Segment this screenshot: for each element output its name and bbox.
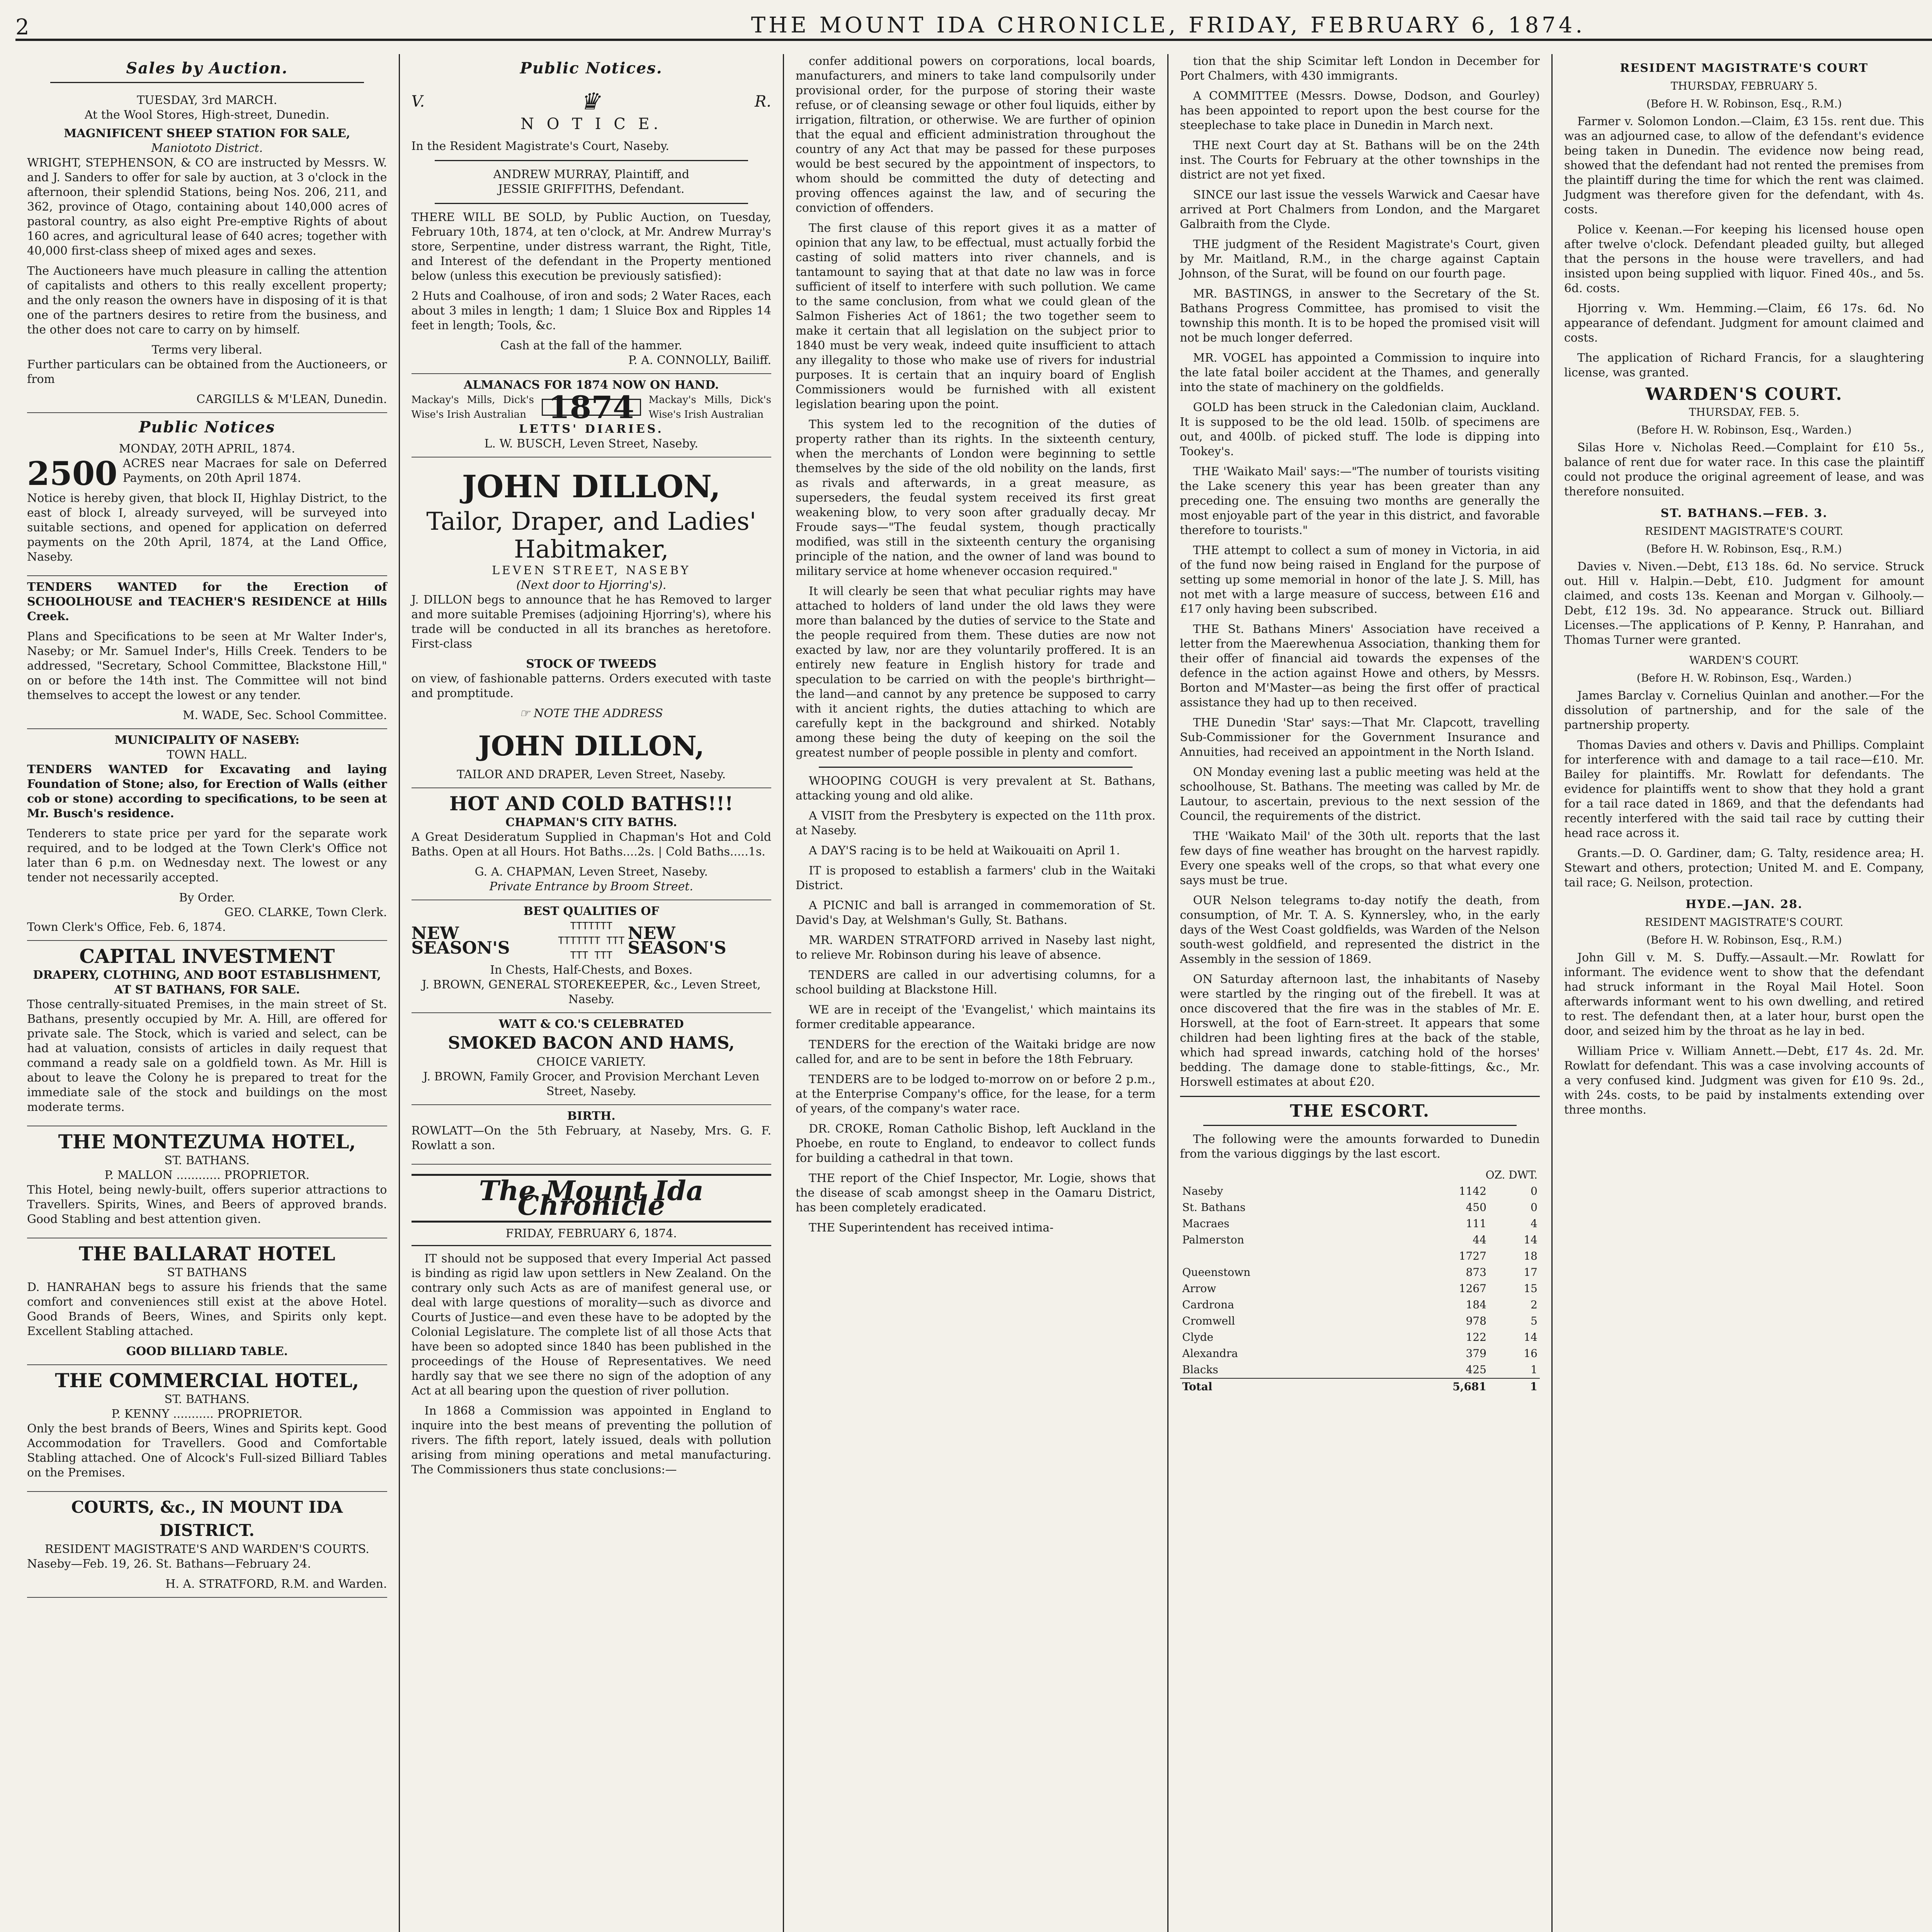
escort-table bbox=[1180, 1167, 1540, 1395]
escort-dwt: 0 bbox=[1531, 1201, 1537, 1214]
editorial-paragraph-4: The first clause of this report gives it as a matter of opinion that any law, to be effectual, must actually forbid the casting of solid matters into river channels, and is tantamount to saying that at that date no law was in force sufficient of itself to interfere with such pollution. We came to the same conclusion, from what we could glean of the Salmon Fisheries Act of 1861; the two together seem to make it certain that all legislation on the subject prior to 1840 must be very weak, indeed quite insufficient to attach any illegality to those who make use of rivers for industrial purposes. It is certain that an inquiry board of English Commissioners would be furnished with all existent legislation bearing upon the point. bbox=[796, 221, 1156, 411]
teas-block: TTTTTTT TTTTTTT TTT TTT TTT bbox=[558, 920, 625, 961]
escort-oz: 111 bbox=[1466, 1217, 1486, 1230]
escort-dwt: 15 bbox=[1524, 1282, 1537, 1295]
court-report: The application of Richard Francis, for a slaughtering license, was granted. bbox=[1564, 351, 1924, 379]
ballarat-hotel: THE BALLARAT HOTEL bbox=[78, 1242, 335, 1265]
escort-row bbox=[1180, 1329, 1540, 1345]
notice-date: MONDAY, 20TH APRIL, 1874. bbox=[119, 442, 295, 456]
acres-text: ACRES near Macraes for sale on Deferred Payments, on 20th April 1874. bbox=[122, 457, 387, 485]
court-report: Grants.—D. O. Gardiner, dam; G. Talty, residence area; H. Stewart and others, protection; United M. and E. Company, tail race; G. Neilson, protection. bbox=[1564, 847, 1924, 889]
new-season-right: NEW SEASON'S bbox=[628, 923, 726, 958]
escort-oz: 450 bbox=[1466, 1201, 1486, 1214]
escort-row bbox=[1180, 1199, 1540, 1216]
chapman-address: G. A. CHAPMAN, Leven Street, Naseby. bbox=[474, 865, 708, 879]
news-item: THE report of the Chief Inspector, Mr. Logie, shows that the disease of scab amongst sheep in the Oamaru District, has been completely eradicated. bbox=[796, 1172, 1156, 1214]
baths-place: CHAPMAN'S CITY BATHS. bbox=[505, 816, 677, 829]
drapery-ad bbox=[27, 941, 387, 1126]
tenders-hall-body: Tenderers to state price per yard for the separate work required, and to be lodged at the Town Clerk's Office not later than 6 p.m. on Wednesday next. The lowest or any tender not necessarily accepted. bbox=[27, 827, 387, 884]
commercial-proprietor: P. KENNY ........... PROPRIETOR. bbox=[111, 1407, 303, 1421]
court-report: Davies v. Niven.—Debt, £13 18s. 6d. No service. Struck out. Hill v. Halpin.—Debt, £10. Judgment for amount claimed, and costs 13s. Keenan and Morgan v. Gilhooly.—Debt, £12 19s. 3d. No appearance. Struck out. Billiard Licenses.—The applications of P. Kenny, P. Hanrahan, and Thomas Turner were granted. bbox=[1564, 560, 1924, 647]
escort-oz: 379 bbox=[1466, 1347, 1486, 1360]
tenders-school-signature: M. WADE, Sec. School Committee. bbox=[182, 709, 387, 722]
ballarat-place: ST BATHANS bbox=[167, 1266, 247, 1279]
escort-dwt: 5 bbox=[1531, 1315, 1537, 1327]
news-item: THE Superintendent has received intima- bbox=[809, 1221, 1054, 1235]
baths-heading: HOT AND COLD BATHS!!! bbox=[449, 792, 733, 815]
bacon-ad bbox=[412, 1013, 772, 1105]
rm-court-before: (Before H. W. Robinson, Esq., R.M.) bbox=[1646, 97, 1842, 110]
parties-defendant: JESSIE GRIFFITHS, Defendant. bbox=[498, 182, 685, 196]
escort-row bbox=[1180, 1297, 1540, 1313]
crown-icon: ♛ bbox=[579, 88, 600, 115]
court-report: Police v. Keenan.—For keeping his licensed house open after twelve o'clock. Defendant pleaded guilty, but alleged that the persons in the house were travellers, and had insisted upon being supplied with liquor. Fined 40s., and 5s. 6d. costs. bbox=[1564, 223, 1924, 295]
note-address: ☞ NOTE THE ADDRESS bbox=[519, 707, 663, 720]
smoked-heading: SMOKED BACON AND HAMS, bbox=[448, 1033, 735, 1053]
commercial-ad bbox=[27, 1365, 387, 1492]
escort-place: Cromwell bbox=[1182, 1315, 1235, 1327]
masthead bbox=[15, 12, 1932, 41]
escort-oz: 1142 bbox=[1459, 1185, 1486, 1197]
dillon-body: J. DILLON begs to announce that he has Removed to larger and more suitable Premises (adjoining Hjorring's), where his trade will be conducted in all its branches as heretofore. First-class bbox=[411, 593, 771, 651]
baths-body: A Great Desideratum Supplied in Chapman's Hot and Cold Baths. Open at all Hours. Hot Baths....2s. | Cold Baths.....1s. bbox=[411, 830, 771, 859]
town-hall-heading: TOWN HALL. bbox=[167, 748, 247, 762]
escort-oz: 978 bbox=[1466, 1315, 1486, 1327]
editorial-paragraph-2: In 1868 a Commission was appointed in England to inquire into the best means of preventing the pollution of rivers. The fifth report, lately issued, deals with pollution arising from mining operations and metal manufacturing. The Commissioners thus state conclusions:— bbox=[411, 1404, 771, 1476]
page-number: 2 bbox=[15, 15, 29, 40]
news-item: tion that the ship Scimitar left London in December for Port Chalmers, with 430 immigrants. bbox=[1180, 54, 1540, 83]
acres-figure: 2500 bbox=[27, 454, 117, 493]
column-5 bbox=[1553, 54, 1932, 1932]
tweeds-heading: STOCK OF TWEEDS bbox=[526, 657, 657, 671]
escort-dwt: 14 bbox=[1524, 1233, 1537, 1246]
court-report: Thomas Davies and others v. Davis and Phillips. Complaint for interference with and damage to a tail race—£10. Mr. Bailey for plaintiffs. Mr. Rowlatt for defendants. The evidence for plaintiffs went to show that they hold a grant for a tail race dated in 1869, and that the defendants had recently interfered with the said tail race by cutting their head race across it. bbox=[1564, 738, 1924, 840]
teas-ad bbox=[412, 900, 772, 1013]
courts-sub: RESIDENT MAGISTRATE'S AND WARDEN'S COURTS. bbox=[44, 1543, 369, 1556]
almanac-ad bbox=[412, 374, 772, 457]
busch-address: L. W. BUSCH, Leven Street, Naseby. bbox=[484, 437, 699, 451]
montezuma-ad bbox=[27, 1126, 387, 1238]
choice-variety: CHOICE VARIETY. bbox=[536, 1055, 646, 1069]
commercial-place: ST. BATHANS. bbox=[164, 1393, 250, 1406]
courts-ad bbox=[27, 1492, 387, 1598]
sale-agent: CARGILLS & M'LEAN, Dunedin. bbox=[196, 393, 387, 406]
baths-ad bbox=[412, 788, 772, 900]
tenders-school-body: Plans and Specifications to be seen at Mr Walter Inder's, Naseby; or Mr. Samuel Inder's, Hills Creek. Tenders to be addressed, "Secretary, School Committee, Blackstone Hill," on or before the 14th inst. The Committee will not bind themselves to accept the lowest or any tender. bbox=[27, 630, 387, 702]
paper-date: FRIDAY, FEBRUARY 6, 1874. bbox=[412, 1226, 772, 1246]
st-bathans-wc: WARDEN'S COURT. bbox=[1689, 654, 1799, 667]
sale-place: At the Wool Stores, High-street, Dunedin. bbox=[84, 108, 330, 122]
court-report: Farmer v. Solomon London.—Claim, £3 15s. rent due. This was an adjourned case, to allow of the defendant's evidence being taken in Dunedin. The evidence now being read, showed that the defendant had not rented the premises from the plaintiff during the time for which the rent was claimed. Judgment was therefore given for the defendant, with 4s. costs. bbox=[1564, 115, 1924, 216]
ballarat-body: D. HANRAHAN begs to assure his friends that the same comfort and conveniences still exist at the above Hotel. Good Brands of Beers, Wines, and Spirits only kept. Excellent Stabling attached. bbox=[27, 1281, 387, 1338]
courts-dates: Naseby—Feb. 19, 26. St. Bathans—February 24. bbox=[27, 1557, 311, 1571]
escort-dwt: 14 bbox=[1524, 1331, 1537, 1344]
sale-closing: The Auctioneers have much pleasure in calling the attention of capitalists and others to this really excellent property; and the only reason the owners have in disposing of it is that one of the partners desires to retire from the business, and the other does not care to carry on by himself. bbox=[27, 264, 387, 337]
qualities-heading: BEST QUALITIES OF bbox=[523, 905, 659, 918]
montezuma-proprietor: P. MALLON ............ PROPRIETOR. bbox=[104, 1168, 310, 1182]
private-entrance: Private Entrance by Broom Street. bbox=[489, 880, 693, 893]
news-item: THE St. Bathans Miners' Association have received a letter from the Maerewhenua Association, thanking them for their offer of financial aid towards the expenses of the defence in the action against Howe and others, by Messrs. Borton and M'Master—as being the first offer of practical assistance they had up to then received. bbox=[1180, 622, 1540, 709]
almanacs-heading: ALMANACS FOR 1874 NOW ON HAND. bbox=[464, 378, 719, 392]
court-report: John Gill v. M. S. Duffy.—Assault.—Mr. Rowlatt for informant. The evidence went to show that the defendant had struck informant in the Royal Mail Hotel. Soon afterwards informant went to his own dwelling, and retired to rest. The defendant then, at a later hour, burst open the door, and seized him by the throat as he lay in bed. bbox=[1564, 951, 1924, 1038]
sale-further: Further particulars can be obtained from the Auctioneers, or from bbox=[27, 358, 387, 386]
st-bathans-wc-before: (Before H. W. Robinson, Esq., Warden.) bbox=[1636, 672, 1852, 684]
news-item: MR. WARDEN STRATFORD arrived in Naseby last night, to relieve Mr. Robinson during his leave of absence. bbox=[796, 934, 1156, 962]
municipality-heading: MUNICIPALITY OF NASEBY: bbox=[114, 733, 299, 747]
bailiff-sale-items: 2 Huts and Coalhouse, of iron and sods; 2 Water Races, each about 3 miles in length; 1 dam; 1 Sluice Box and Ripples 14 feet in length; Tools, &c. bbox=[411, 289, 771, 332]
tenders-school: TENDERS WANTED for the Erection of SCHOOLHOUSE and TEACHER'S RESIDENCE at Hills Creek. bbox=[27, 580, 387, 623]
escort-row bbox=[1180, 1264, 1540, 1281]
brown-address-2: J. BROWN, Family Grocer, and Provision Merchant Leven Street, Naseby. bbox=[423, 1070, 760, 1098]
bailiff-sale-body: THERE WILL BE SOLD, by Public Auction, on Tuesday, February 10th, 1874, at ten o'clock, at Mr. Andrew Murray's store, Serpentine, under distress warrant, the Right, Title, and Interest of the defendant in the Property mentioned below (unless this execution be previously satisfied): bbox=[411, 211, 771, 283]
escort-total-label: Total bbox=[1180, 1378, 1382, 1395]
escort-place: Alexandra bbox=[1182, 1347, 1238, 1360]
tweeds-body: on view, of fashionable patterns. Orders executed with taste and promptitude. bbox=[411, 672, 771, 700]
almanac-left: Mackay's Mills, Dick's Wise's Irish Australian bbox=[411, 394, 534, 420]
news-item: OUR Nelson telegrams to-day notify the death, from consumption, of Mr. T. A. S. Kynnersley, who, in the early days of the West Coast goldfields, was Warden of the Nelson south-west goldfield, and represented the district in the Assembly in the session of 1869. bbox=[1180, 894, 1540, 966]
cash-terms: Cash at the fall of the hammer. bbox=[500, 339, 682, 352]
escort-dwt: 2 bbox=[1531, 1298, 1537, 1311]
news-item: A DAY'S racing is to be held at Waikouaiti on April 1. bbox=[809, 844, 1120, 857]
montezuma-place: ST. BATHANS. bbox=[164, 1154, 250, 1167]
drapery-heading: DRAPERY, CLOTHING, AND BOOT ESTABLISHMENT, AT ST BATHANS, FOR SALE. bbox=[33, 968, 381, 997]
escort-place: Palmerston bbox=[1182, 1233, 1244, 1246]
escort-row bbox=[1180, 1345, 1540, 1362]
watt-heading: WATT & CO.'S CELEBRATED bbox=[498, 1017, 684, 1031]
editorial-paragraph-5: This system led to the recognition of the duties of property rather than its rights. In the sixteenth century, when the merchants of London were beginning to settle themselves by the side of the old nobility on the lands, first as rivals and afterwards, in a great measure, as superseders, the feudal system received its first great weakening blow, to very soon after gradually decay. Mr Froude says—"The feudal system, though practically modified, was still in the sixteenth century the organising principle of the nation, and the owner of land was bound to military service at home whenever occasion required." bbox=[796, 418, 1156, 578]
dillon-street: LEVEN STREET, NASEBY bbox=[492, 564, 691, 577]
news-item: MR. BASTINGS, in answer to the Secretary of the St. Bathans Progress Committee, has promised to visit the township this month. It is to be hoped the promised visit will not be much longer deferred. bbox=[1180, 287, 1540, 345]
escort-row bbox=[1180, 1248, 1540, 1264]
st-bathans-heading: ST. BATHANS.—FEB. 3. bbox=[1660, 507, 1828, 520]
news-item: A PICNIC and ball is arranged in commemoration of St. David's Day, at Welshman's Gully, St. Bathans. bbox=[796, 899, 1156, 927]
brown-address: J. BROWN, GENERAL STOREKEEPER, &c., Leven Street, Naseby. bbox=[422, 978, 761, 1006]
sale-district: Maniototo District. bbox=[151, 141, 263, 155]
ballarat-ad bbox=[27, 1238, 387, 1365]
section-public-heading: Public Notices bbox=[139, 418, 276, 436]
drapery-body: Those centrally-situated Premises, in the main street of St. Bathans, presently occupied by Mr. A. Hill, are offered for private sale. The Stock, which is varied and select, can be had at valuation, consists of articles in daily request that command a ready sale on a goldfield town. As Mr. Hill is about to leave the Colony he is prepared to treat for the immediate sale of the stock and buildings on the most moderate terms. bbox=[27, 998, 387, 1114]
escort-place: St. Bathans bbox=[1182, 1201, 1246, 1214]
birth-heading: BIRTH. bbox=[567, 1109, 616, 1123]
section-public-heading-2: Public Notices. bbox=[520, 59, 663, 77]
editorial-paragraph-6: It will clearly be seen that what peculiar rights may have attached to holders of land under the old laws they were more than balanced by the duties of service to the State and the people required from them. These duties are now not exacted by law, nor are they voluntarily proffered. It is an entirely new feature in English history for trade and speculation to be carried on with the people's birthright—the land—and cannot by any pretence be supposed to carry with it ancient rights, the duties attaching to which are carefully kept in the background and shirked. Notably among these being the duty of keeping on the soil the greatest number of people possible in plenty and comfort. bbox=[796, 585, 1156, 760]
st-bathans-before: (Before H. W. Robinson, Esq., R.M.) bbox=[1646, 543, 1842, 555]
hyde-heading: HYDE.—JAN. 28. bbox=[1685, 898, 1803, 911]
st-bathans-rm: RESIDENT MAGISTRATE'S COURT. bbox=[1645, 525, 1844, 537]
dillon-name-2: JOHN DILLON, bbox=[478, 730, 704, 762]
escort-place: Naseby bbox=[1182, 1185, 1223, 1197]
escort-row bbox=[1180, 1216, 1540, 1232]
column-3 bbox=[784, 54, 1168, 1932]
escort-dwt: 0 bbox=[1531, 1185, 1537, 1197]
courts-signature: H. A. STRATFORD, R.M. and Warden. bbox=[165, 1577, 387, 1591]
news-item: THE judgment of the Resident Magistrate's Court, given by Mr. Maitland, R.M., in the charge against Captain Johnson, of the Surat, will be found on our fourth page. bbox=[1180, 238, 1540, 281]
escort-total-row bbox=[1180, 1378, 1540, 1395]
escort-dwt: 4 bbox=[1531, 1217, 1537, 1230]
dillon-sub-2: TAILOR AND DRAPER, Leven Street, Naseby. bbox=[457, 768, 726, 781]
pointing-hand-icon: ☞ bbox=[519, 707, 530, 720]
escort-row bbox=[1180, 1313, 1540, 1329]
letts-diaries: LETTS' DIARIES. bbox=[519, 422, 664, 436]
almanac-year: 1874 bbox=[542, 399, 641, 416]
news-item: THE Dunedin 'Star' says:—That Mr. Clapcott, travelling Sub-Commissioner for the Government Insurance and Annuities, had received an appointment in the North Island. bbox=[1180, 716, 1540, 759]
news-item: TENDERS for the erection of the Waitaki bridge are now called for, and are to be sent in before the 18th February. bbox=[796, 1038, 1156, 1066]
escort-place: Cardrona bbox=[1182, 1298, 1234, 1311]
commercial-body: Only the best brands of Beers, Wines and Spirits kept. Good Accommodation for Travellers. Good and Comfortable Stabling attached. One of Alcock's Full-sized Billiard Tables on the Premises. bbox=[27, 1422, 387, 1480]
paper-title: The Mount Ida Chronicle bbox=[412, 1174, 772, 1223]
hall-tender-ad bbox=[27, 729, 387, 941]
news-item: ON Monday evening last a public meeting was held at the schoolhouse, St. Bathans. The meeting was called by Mr. de Lautour, to ascertain, previous to the next session of the Council, the requirements of the district. bbox=[1180, 765, 1540, 823]
dillon-next-door: (Next door to Hjorring's). bbox=[516, 578, 667, 592]
escort-place bbox=[1180, 1248, 1382, 1264]
commercial-hotel: THE COMMERCIAL HOTEL, bbox=[55, 1369, 359, 1392]
editorial-paragraph-1: IT should not be supposed that every Imperial Act passed is binding as rigid law upon settlers in New Zealand. On the contrary only such Acts as are of manifest general use, or deal with large questions of morality—such as divorce and Courts of Justice—and even these have to be adopted by the Colonial Legislature. The complete list of all those Acts that have been so adopted since 1840 has been published in the proceedings of the House of Representatives. We need hardly say that we see there no sign of the adoption of any Act at all bearing upon the question of river pollution. bbox=[411, 1252, 771, 1398]
court-name: In the Resident Magistrate's Court, Naseby. bbox=[411, 139, 669, 153]
escort-oz: 873 bbox=[1466, 1266, 1486, 1279]
escort-oz: 425 bbox=[1466, 1363, 1486, 1376]
court-report: James Barclay v. Cornelius Quinlan and another.—For the dissolution of partnership, and for the sale of the partnership property. bbox=[1564, 689, 1924, 732]
acres-ad bbox=[27, 438, 387, 576]
escort-place: Macraes bbox=[1182, 1217, 1230, 1230]
news-item: A VISIT from the Presbytery is expected on the 11th prox. at Naseby. bbox=[796, 809, 1156, 837]
chests-line: In Chests, Half-Chests, and Boxes. bbox=[490, 963, 693, 977]
escort-place: Arrow bbox=[1182, 1282, 1216, 1295]
bailiff-name: P. A. CONNOLLY, Bailiff. bbox=[628, 354, 771, 367]
news-item: THE attempt to collect a sum of money in Victoria, in aid of the fund now being raised in England for the purpose of setting up some memorial in honor of the late J. S. Mill, has not met with a large measure of success, between £16 and £17 only having been subscribed. bbox=[1180, 544, 1540, 616]
escort-total-dwt: 1 bbox=[1489, 1378, 1540, 1395]
escort-row bbox=[1180, 1281, 1540, 1297]
news-item: DR. CROKE, Roman Catholic Bishop, left Auckland in the Phoebe, en route to England, to endeavor to collect funds for building a cathedral in that town. bbox=[796, 1122, 1156, 1165]
escort-oz: 1727 bbox=[1459, 1250, 1486, 1262]
escort-oz: 122 bbox=[1466, 1331, 1486, 1344]
notice-title: N O T I C E. bbox=[520, 115, 662, 133]
section-sales-heading: Sales by Auction. bbox=[126, 59, 288, 77]
school-tender-ad bbox=[27, 576, 387, 729]
news-item: SINCE our last issue the vessels Warwick and Caesar have arrived at Port Chalmers from London, and the Margaret Galbraith from the Clyde. bbox=[1180, 188, 1540, 231]
court-report: William Price v. William Annett.—Debt, £17 4s. 2d. Mr. Rowlatt for defendant. This was a case involving accounts of a very confused kind. Judgment was given for £10 9s. 2d., with 24s. costs, to be paid by instalments extending over three months. bbox=[1564, 1044, 1924, 1117]
wardens-court-date: THURSDAY, FEB. 5. bbox=[1689, 406, 1799, 418]
escort-place: Blacks bbox=[1182, 1363, 1218, 1376]
page-columns bbox=[15, 54, 1932, 1932]
news-item: WHOOPING COUGH is very prevalent at St. Bathans, attacking young and old alike. bbox=[796, 774, 1156, 803]
news-item: THE 'Waikato Mail' says:—"The number of tourists visiting the Lake scenery this year has been greater than any preceding one. The ensuing two months are generally the most enjoyable part of the year in this district, and favorable therefore to tourists." bbox=[1180, 465, 1540, 537]
escort-intro: The following were the amounts forwarded to Dunedin from the various diggings by the last escort. bbox=[1180, 1133, 1540, 1161]
news-item: A COMMITTEE (Messrs. Dowse, Dodson, and Gourley) has been appointed to report upon the best course for the steeplechase to take place in Dunedin in March next. bbox=[1180, 89, 1540, 132]
escort-dwt: 18 bbox=[1524, 1250, 1537, 1262]
news-item: MR. VOGEL has appointed a Commission to inquire into the late fatal boiler accident at the Thames, and generally into the state of machinery on the goldfields. bbox=[1180, 351, 1540, 394]
news-item: GOLD has been struck in the Caledonian claim, Auckland. It is supposed to be the old lead. 150lb. of specimens are out, and 400lb. of picked stuff. The lode is dipping into Tookey's. bbox=[1180, 401, 1540, 458]
escort-header: OZ. DWT. bbox=[1485, 1168, 1537, 1181]
rm-court-date: THURSDAY, FEBRUARY 5. bbox=[1670, 80, 1818, 92]
capital-investment: CAPITAL INVESTMENT bbox=[79, 945, 335, 968]
escort-row bbox=[1180, 1232, 1540, 1248]
dillon-trade: Tailor, Draper, and Ladies' Habitmaker, bbox=[426, 507, 757, 564]
column-1 bbox=[15, 54, 400, 1932]
rm-court-heading: RESIDENT MAGISTRATE'S COURT bbox=[1620, 61, 1869, 75]
escort-heading: THE ESCORT. bbox=[1290, 1101, 1430, 1121]
news-item: TENDERS are called in our advertising columns, for a school building at Blackstone Hill. bbox=[796, 968, 1156, 997]
escort-row bbox=[1180, 1183, 1540, 1199]
sale-terms: Terms very liberal. bbox=[151, 343, 262, 357]
new-season-left: NEW SEASON'S bbox=[411, 923, 510, 958]
hyde-before: (Before H. W. Robinson, Esq., R.M.) bbox=[1646, 934, 1842, 946]
royal-cipher-v: V. bbox=[411, 93, 425, 111]
royal-cipher-r: R. bbox=[755, 93, 771, 111]
running-head: THE MOUNT IDA CHRONICLE, FRIDAY, FEBRUARY 6, 1874. bbox=[751, 12, 1586, 38]
editorial-paragraph-3: confer additional powers on corporations, local boards, manufacturers, and miners to take land compulsorily under provisional order, for the purpose of storing their waste refuse, or of cleansing sewage or other foul liquids, either by irrigation, filtration, or otherwise. We are further of opinion that the equal and efficient administration throughout the country of any Act that may be passed for these purposes would be best secured by the appointment of inspectors, to whom should be committed the duty of detecting and proving offences against the law, and of securing the conviction of offenders. bbox=[796, 54, 1156, 215]
clerk-office: Town Clerk's Office, Feb. 6, 1874. bbox=[27, 920, 226, 934]
by-order: By Order. bbox=[179, 891, 235, 905]
escort-place: Clyde bbox=[1182, 1331, 1214, 1344]
bailiff-sale-ad bbox=[412, 79, 772, 374]
billiard-table: GOOD BILLIARD TABLE. bbox=[126, 1345, 288, 1358]
news-item: IT is proposed to establish a farmers' club in the Waitaki District. bbox=[796, 864, 1156, 892]
escort-oz: 44 bbox=[1473, 1233, 1486, 1246]
wardens-court-before: (Before H. W. Robinson, Esq., Warden.) bbox=[1636, 423, 1852, 436]
parties-plaintiff: ANDREW MURRAY, Plaintiff, and bbox=[493, 168, 689, 181]
escort-dwt: 16 bbox=[1524, 1347, 1537, 1360]
escort-oz: 1267 bbox=[1459, 1282, 1486, 1295]
town-clerk: GEO. CLARKE, Town Clerk. bbox=[224, 906, 387, 919]
news-item: WE are in receipt of the 'Evangelist,' which maintains its former creditable appearance. bbox=[796, 1003, 1156, 1031]
escort-dwt: 1 bbox=[1531, 1363, 1537, 1376]
court-report: Silas Hore v. Nicholas Reed.—Complaint for £10 5s., balance of rent due for water race. In this case the plaintiff could not produce the original agreement of lease, and was therefore nonsuited. bbox=[1564, 441, 1924, 498]
birth-notice bbox=[412, 1105, 772, 1165]
auction-ad bbox=[27, 89, 387, 413]
news-item: THE next Court day at St. Bathans will be on the 24th inst. The Courts for February at the other townships in the district are not yet fixed. bbox=[1180, 139, 1540, 182]
dillon-name: JOHN DILLON, bbox=[462, 468, 721, 505]
sale-title: MAGNIFICENT SHEEP STATION FOR SALE, bbox=[64, 127, 350, 140]
news-item: TENDERS are to be lodged to-morrow on or before 2 p.m., at the Enterprise Company's office, for the lease, for a term of years, of the company's water race. bbox=[796, 1073, 1156, 1116]
news-item: ON Saturday afternoon last, the inhabitants of Naseby were startled by the ringing out of the firebell. It was at once discovered that the fire was in the stables of Mr. E. Horswell, at the foot of Earn-street. It appears that some children had been lighting fires at the back of the stable, which had spread inwards, catching hold of the horses' bedding. The damage done to stable-fittings, &c., Mr. Horswell estimates at about £20. bbox=[1180, 973, 1540, 1089]
wardens-court-heading: WARDEN'S COURT. bbox=[1645, 384, 1843, 404]
hyde-rm: RESIDENT MAGISTRATE'S COURT. bbox=[1645, 916, 1844, 929]
escort-dwt: 17 bbox=[1524, 1266, 1537, 1279]
column-4 bbox=[1168, 54, 1553, 1932]
tenders-hall: TENDERS WANTED for Excavating and laying Foundation of Stone; also, for Erection of Walls (either cob or stone) according to specifications, to be seen at Mr. Busch's residence. bbox=[27, 763, 387, 820]
birth-body: ROWLATT—On the 5th February, at Naseby, Mrs. G. F. Rowlatt a son. bbox=[411, 1124, 771, 1152]
almanac-right: Mackay's Mills, Dick's Wise's Irish Australian bbox=[648, 394, 771, 420]
dillon-ad bbox=[412, 457, 772, 788]
sale-date: TUESDAY, 3rd MARCH. bbox=[137, 94, 277, 107]
escort-total-oz: 5,681 bbox=[1382, 1378, 1489, 1395]
escort-oz: 184 bbox=[1466, 1298, 1486, 1311]
montezuma-hotel: THE MONTEZUMA HOTEL, bbox=[58, 1130, 356, 1153]
escort-place: Queenstown bbox=[1182, 1266, 1251, 1279]
news-item: THE 'Waikato Mail' of the 30th ult. reports that the last few days of fine weather has brought on the harvest rapidly. Every one speaks well of the crops, so that what every one says must be true. bbox=[1180, 830, 1540, 887]
acres-body: Notice is hereby given, that block II, Highlay District, to the east of block I, already surveyed, will be surveyed into suitable sections, and opened for application on deferred payments on the 20th April, 1874, at the Land Office, Naseby. bbox=[27, 492, 387, 564]
column-2 bbox=[400, 54, 784, 1932]
montezuma-body: This Hotel, being newly-built, offers superior attractions to Travellers. Spirits, Wines, and Beers of approved brands. Good Stabling and best attention given. bbox=[27, 1183, 387, 1226]
escort-row bbox=[1180, 1362, 1540, 1378]
courts-heading: COURTS, &c., IN MOUNT IDA DISTRICT. bbox=[71, 1498, 343, 1540]
sale-body: WRIGHT, STEPHENSON, & CO are instructed by Messrs. W. and J. Sanders to offer for sale by auction, at 3 o'clock in the afternoon, their splendid Stations, being Nos. 206, 211, and 362, province of Otago, containing about 140,000 acres of pastoral country, as also eight Pre-emptive Rights of about 160 acres, and agricultural lease of 640 acres; together with 40,000 first-class sheep of mixed ages and sexes. bbox=[27, 156, 387, 258]
court-report: Hjorring v. Wm. Hemming.—Claim, £6 17s. 6d. No appearance of defendant. Judgment for amount claimed and costs. bbox=[1564, 302, 1924, 345]
